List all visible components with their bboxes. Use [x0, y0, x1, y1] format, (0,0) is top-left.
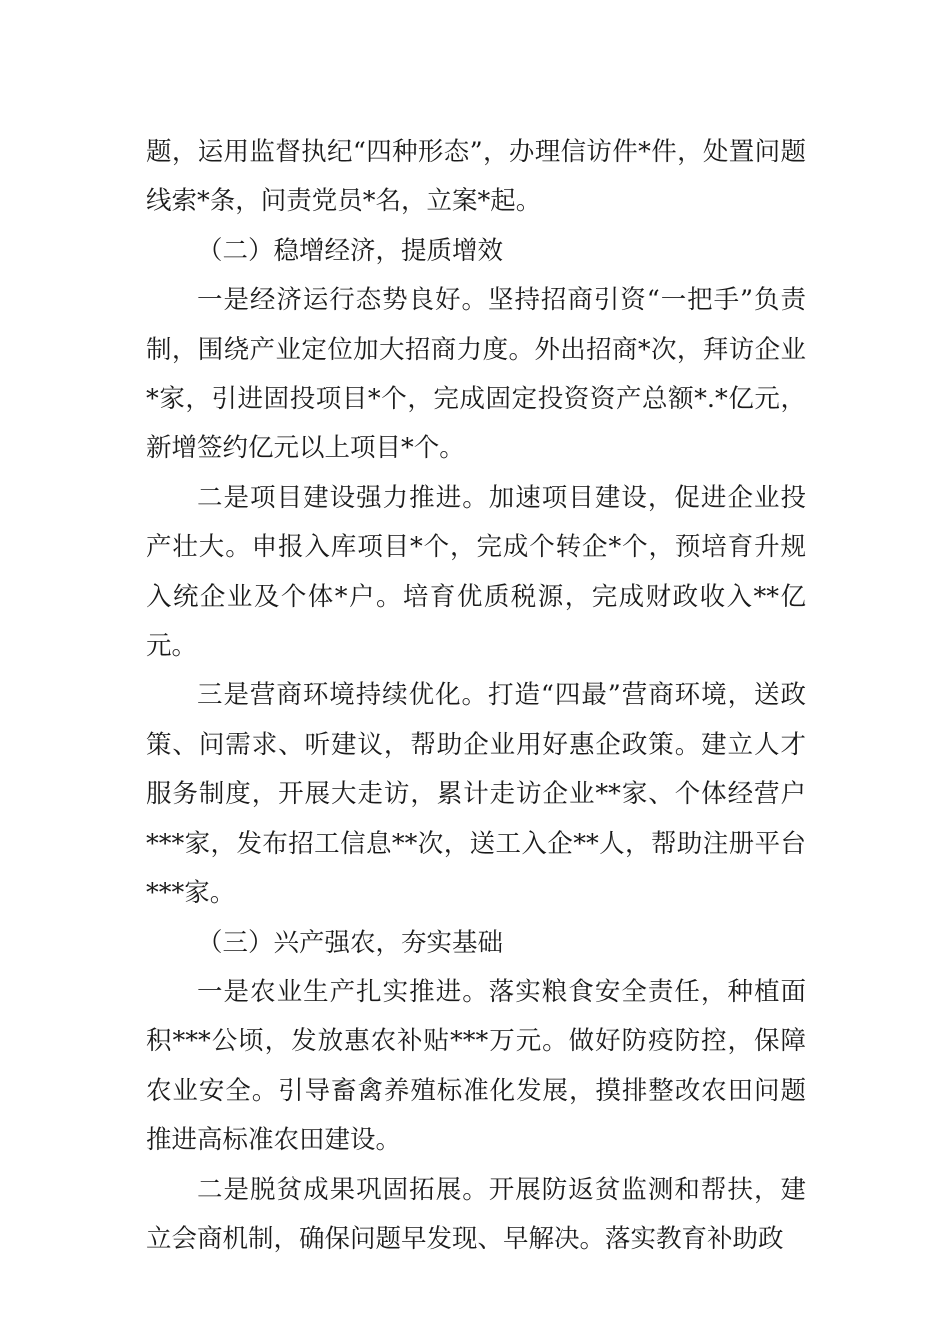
paragraph-economy-2: 二是项目建设强力推进。加速项目建设，促进企业投产壮大。申报入库项目*个，完成个转企*个，预培育升规入统企业及个体*户。培育优质税源，完成财政收入**亿元。: [146, 482, 806, 662]
paragraph-agriculture-1: 一是农业生产扎实推进。落实粮食安全责任，种植面积***公顷，发放惠农补贴***万元。做好防疫防控，保障农业安全。引导畜禽养殖标准化发展，摸排整改农田问题推进高标准农田建设。: [146, 976, 806, 1156]
paragraph-economy-1: 一是经济运行态势良好。坚持招商引资“一把手”负责制，围绕产业定位加大招商力度。外出招商*次，拜访企业*家，引进固投项目*个，完成固定投资资产总额*.*亿元，新增签约亿元以上项目*个。: [146, 285, 806, 464]
document-body: [146, 128, 806, 1264]
section-heading-economy: （二）稳增经济，提质增效: [197, 235, 504, 266]
paragraph-continuation: 题，运用监督执纪“四种形态”，办理信访件*件，处置问题线索*条，问责党员*名，立案*起。: [146, 137, 806, 217]
paragraph-economy-3: 三是营商环境持续优化。打造“四最”营商环境，送政策、问需求、听建议，帮助企业用好惠企政策。建立人才服务制度，开展大走访，累计走访企业**家、个体经营户***家，发布招工信息**次，送工入企**人，帮助注册平台***家。: [146, 680, 806, 909]
paragraph-agriculture-2: 二是脱贫成果巩固拓展。开展防返贫监测和帮扶，建立会商机制，确保问题早发现、早解决。落实教育补助政: [146, 1174, 806, 1254]
section-heading-agriculture: （三）兴产强农，夯实基础: [197, 927, 504, 958]
